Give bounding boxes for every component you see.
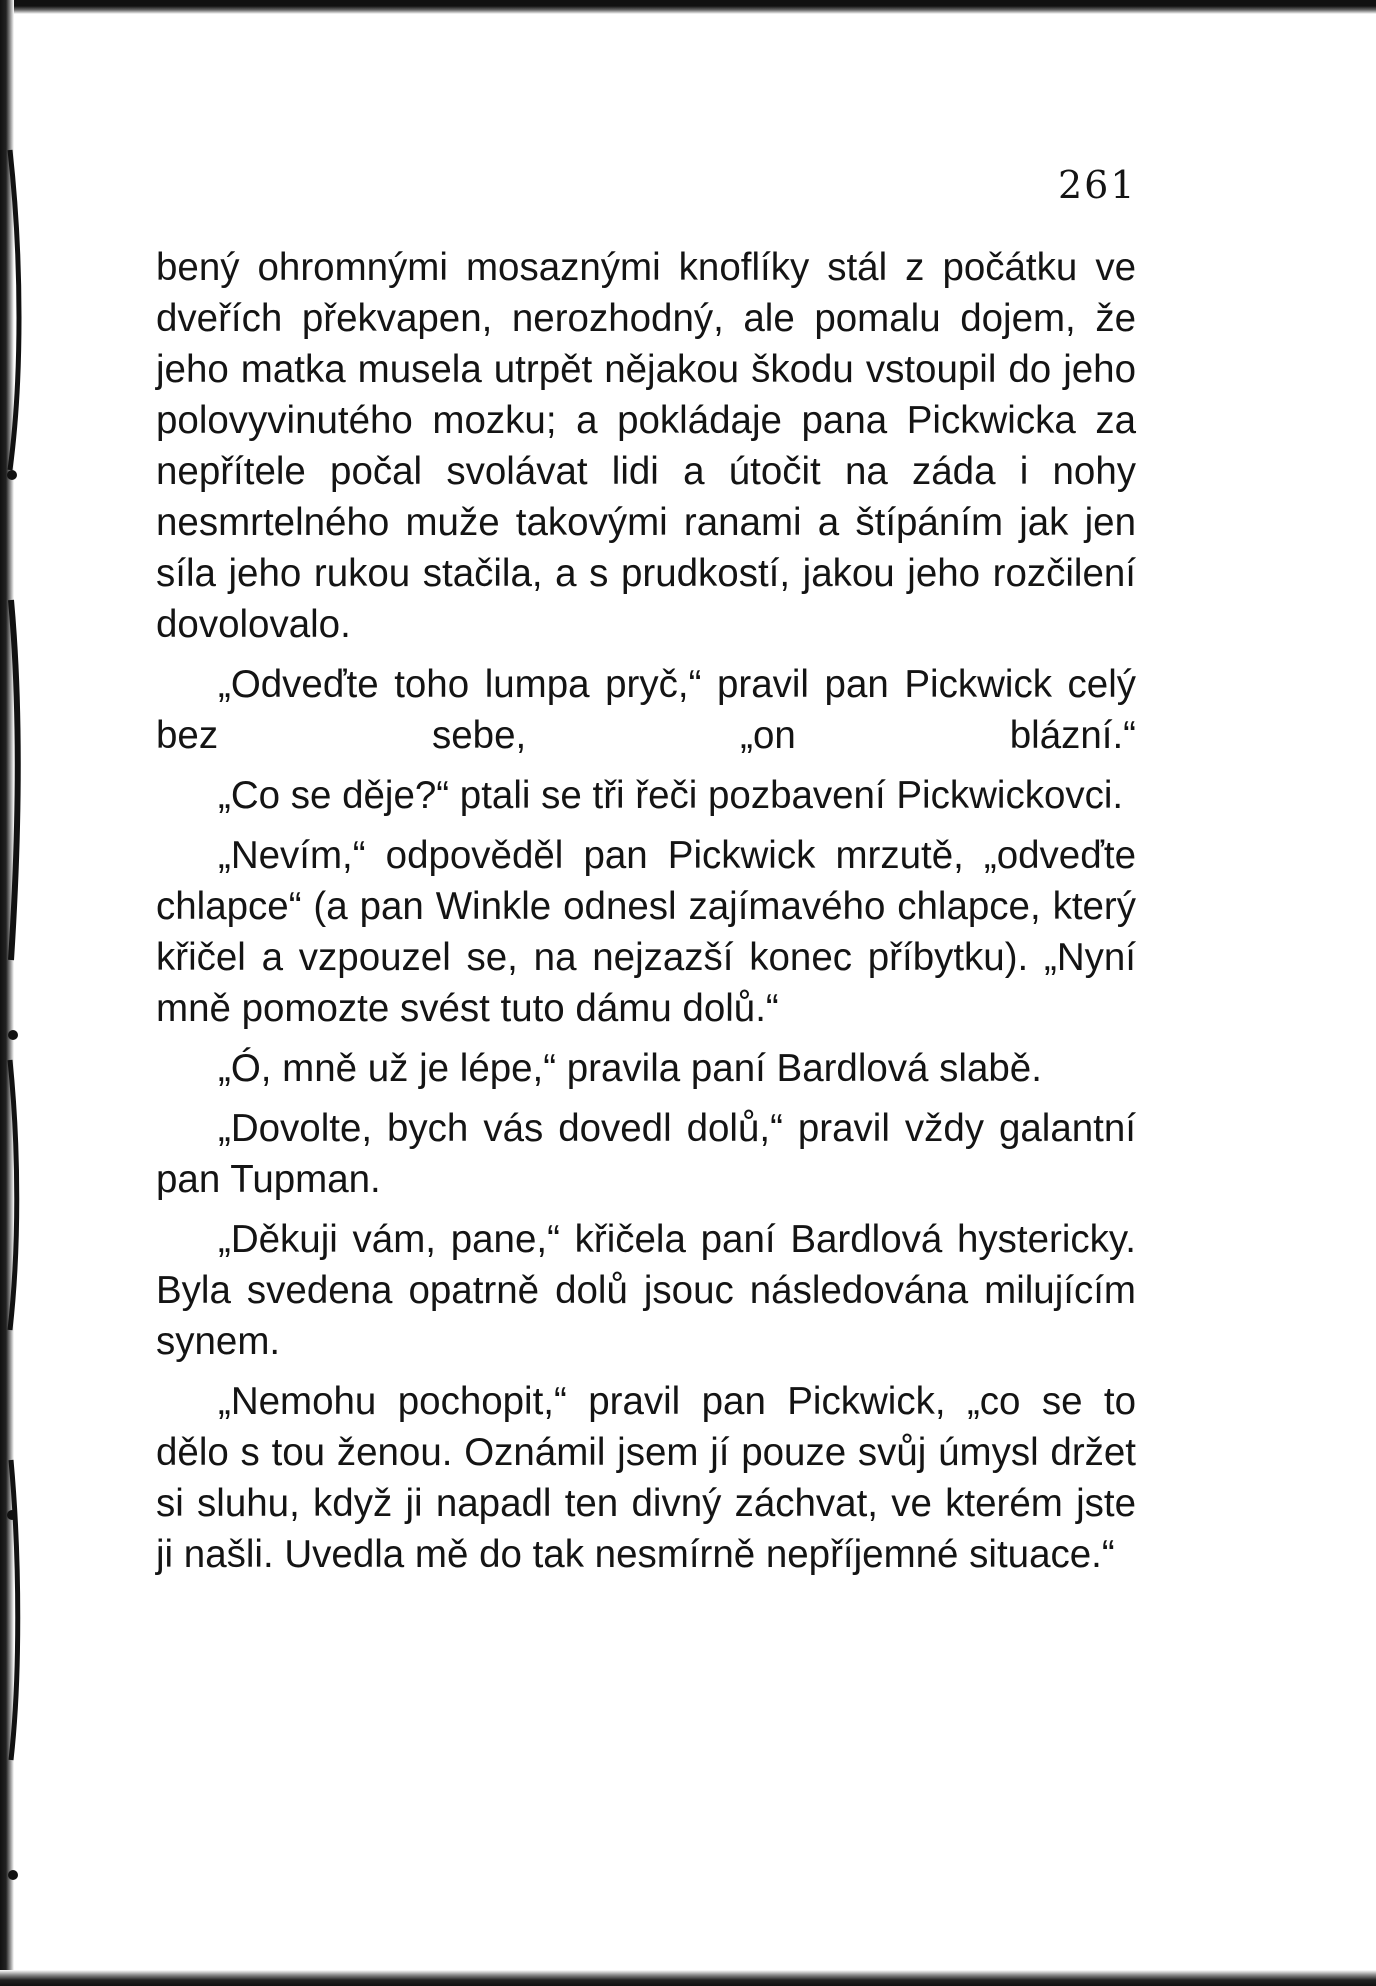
binding-marks — [0, 0, 30, 1986]
paragraph: „Dovolte, bych vás dovedl dolů,“ pravil vždy galantní pan Tupman. — [156, 1107, 1136, 1201]
scan-shadow-top — [0, 0, 1376, 14]
paragraph: „Odveďte toho lumpa pryč,“ pravil pan Pickwick celý bez sebe, „on blázní.“ — [156, 663, 1136, 757]
paragraph: „Ó, mně už je lépe,“ pravila paní Bardlová slabě. — [218, 1047, 1042, 1090]
scan-shadow-bottom — [0, 1970, 1376, 1986]
body-text — [156, 242, 1136, 1580]
paragraph: „Co se děje?“ ptali se tři řeči pozbavení Pickwickovci. — [218, 774, 1124, 817]
paragraph: „Nemohu pochopit,“ pravil pan Pickwick, „co se to dělo s tou ženou. Oznámil jsem jí pouze svůj úmysl držet si sluhu, když ji napadl ten divný záchvat, ve kterém jste ji našli. Uvedla mě do tak nesmírně nepříjemné situace.“ — [156, 1380, 1136, 1576]
page-number: 261 — [1058, 163, 1137, 207]
paragraph: „Děkuji vám, pane,“ křičela paní Bardlová hystericky. Byla svedena opatrně dolů jsouc následována milujícím synem. — [156, 1218, 1136, 1363]
paragraph-continuation: bený ohromnými mosaznými knoflíky stál z počátku ve dveřích překvapen, nerozhodný, ale pomalu dojem, že jeho matka musela utrpět nějakou škodu vstoupil do jeho polovyvinutého mozku; a pokládaje pana Pickwicka za nepřítele počal svolávat lidi a útočit na záda i nohy nesmrtelného muže takovými ranami a štípáním jak jen síla jeho rukou stačila, a s prudkostí, jakou jeho rozčilení dovolovalo. — [156, 246, 1136, 646]
paragraph: „Nevím,“ odpověděl pan Pickwick mrzutě, „odveďte chlapce“ (a pan Winkle odnesl zajímavého chlapce, který křičel a vzpouzel se, na nejzazší konec příbytku). „Nyní mně pomozte svést tuto dámu dolů.“ — [156, 834, 1136, 1030]
